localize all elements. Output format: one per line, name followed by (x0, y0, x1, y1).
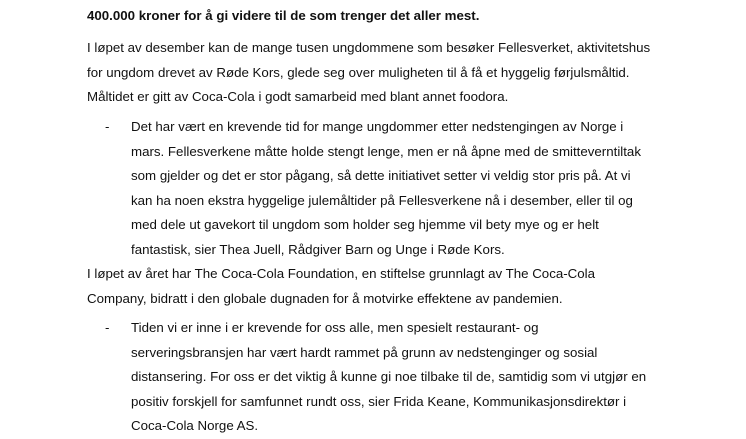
bullet-marker: - (105, 119, 110, 134)
text-line: positiv forskjell for samfunnet rundt oss, sier Frida Keane, Kommunikasjonsdirektør i (131, 393, 627, 409)
text-line: med dele ut gavekort til ungdom som holder seg hjemme vil bety mye og er helt (131, 217, 599, 233)
paragraph-foundation (87, 262, 595, 311)
text-line: I løpet av desember kan de mange tusen ungdommene som besøker Fellesverket, aktivitetshus (87, 40, 651, 55)
text-line: Det har vært en krevende tid for mange ungdommer etter nedstengingen av Norge i (131, 119, 624, 134)
bullet-marker: - (105, 320, 110, 335)
quote-body (131, 316, 646, 439)
text-line: kan ha noen ekstra hyggelige julemåltider på Fellesverkene nå i desember, eller til og (131, 192, 633, 208)
lead-text: 400.000 kroner for å gi videre til de som trenger det aller mest. (87, 8, 480, 23)
text-line: mars. Fellesverkene måtte holde stengt lenge, men er nå åpne med de smitteverntiltak (131, 143, 641, 159)
text-line: Company, bidratt i den globale dugnaden for å motvirke effektene av pandemien. (87, 290, 563, 306)
text-line: for ungdom drevet av Røde Kors, glede seg over muligheten til å få et hyggelig førjulsmåltid. (87, 64, 630, 80)
text-line: Tiden vi er inne i er krevende for oss alle, men spesielt restaurant- og (131, 320, 539, 335)
text-line: I løpet av året har The Coca-Cola Foundation, en stiftelse grunnlagt av The Coca-Cola (87, 266, 596, 281)
text-line: Coca-Cola Norge AS. (131, 418, 259, 434)
text-line: som gjelder og det er stor pågang, så dette initiativet setter vi veldig stor pris på. At vi (131, 168, 631, 184)
text-line: serveringsbransjen har vært hardt rammet på grunn av nedstenginger og sosial (131, 344, 598, 360)
text-line: fantastisk, sier Thea Juell, Rådgiver Barn og Unge i Røde Kors. (131, 241, 505, 257)
text-line: distansering. For oss er det viktig å kunne gi noe tilbake til de, samtidig som vi utgjør en (131, 369, 647, 385)
text-line: Måltidet er gitt av Coca-Cola i godt samarbeid med blant annet foodora. (87, 89, 509, 105)
paragraph-fellesverket (87, 36, 650, 110)
quote-body (131, 115, 641, 263)
